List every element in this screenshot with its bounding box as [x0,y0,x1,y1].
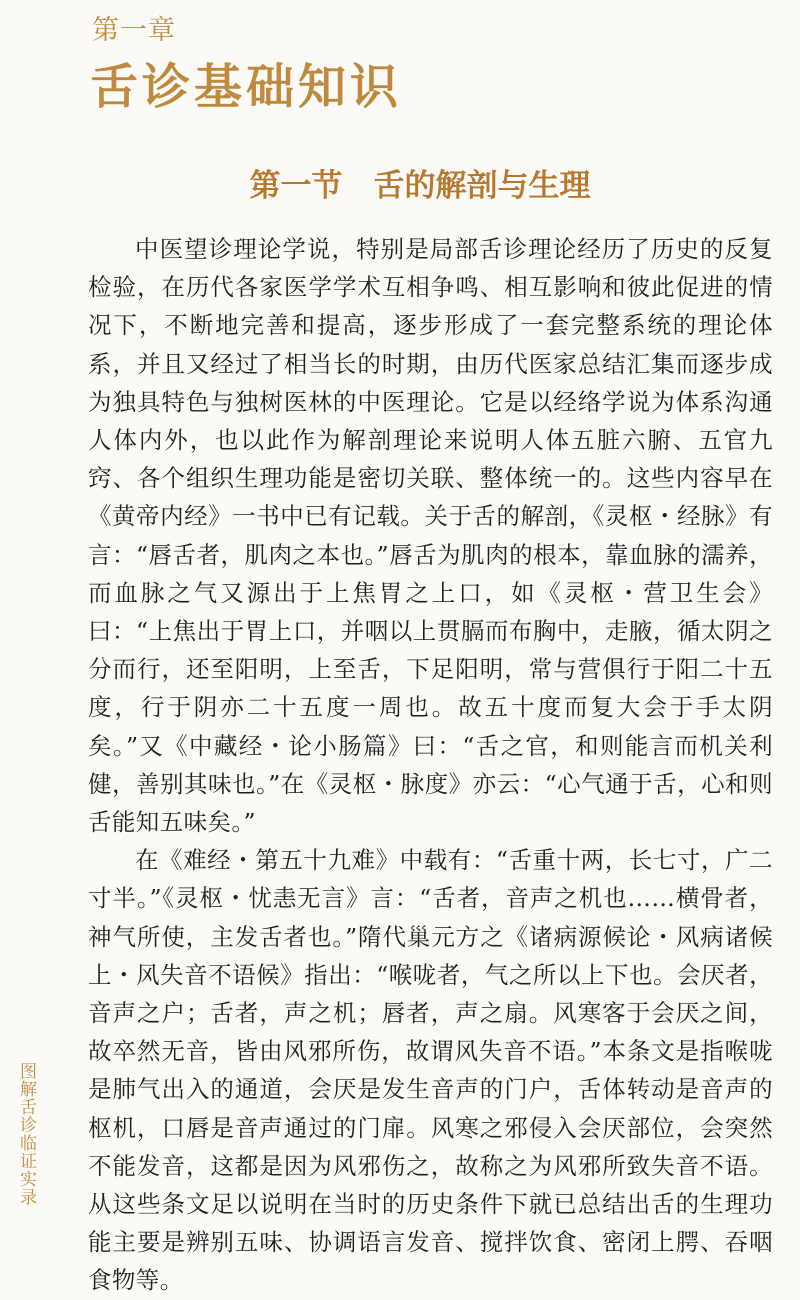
paragraph: 中医望诊理论学说，特别是局部舌诊理论经历了历史的反复检验，在历代各家医学学术互相争鸣、相互影响和彼此促进的情况下，不断地完善和提高，逐步形成了一套完整系统的理论体系，并且又经过了相当长的时期，由历代医家总结汇集而逐步成为独具特色与独树医林的中医理论。它是以经络学说为体系沟通人体内外，也以此作为解剖理论来说明人体五脏六腑、五官九窍、各个组织生理功能是密切关联、整体统一的。这些内容早在《黄帝内经》一书中已有记载。关于舌的解剖，《灵枢・经脉》有言：“唇舌者，肌肉之本也。”唇舌为肌肉的根本，靠血脉的濡养，而血脉之气又源出于上焦胃之上口，如《灵枢・营卫生会》曰：“上焦出于胃上口，并咽以上贯膈而布胸中，走腋，循太阴之分而行，还至阳明，上至舌，下足阳明，常与营俱行于阳二十五度，行于阴亦二十五度一周也。故五十度而复大会于手太阴矣。”又《中藏经・论小肠篇》曰：“舌之官，和则能言而机关利健，善别其味也。”在《灵枢・脉度》亦云：“心气通于舌，心和则舌能知五味矣。” [88,235,773,837]
chapter-label: 第一章 [92,15,176,46]
paragraph: 在《难经・第五十九难》中载有：“舌重十两，长七寸，广二寸半。”《灵枢・忧恚无言》言：“舌者，音声之机也……横骨者，神气所使，主发舌者也。”隋代巢元方之《诸病源候论・风病诸候上・风失音不语候》指出：“喉咙者，气之所以上下也。会厌者，音声之户；舌者，声之机；唇者，声之扇。风寒客于会厌之间，故卒然无音，皆由风邪所伤，故谓风失音不语。”本条文是指喉咙是肺气出入的通道，会厌是发生音声的门户，舌体转动是音声的枢机，口唇是音声通过的门扉。风寒之邪侵入会厌部位，会突然不能发音，这都是因为风邪伤之，故称之为风邪所致失音不语。从这些条文足以说明在当时的历史条件下就已总结出舌的生理功能主要是辨别五味、协调语言发音、搅拌饮食、密闭上腭、吞咽食物等。 [88,846,773,1295]
side-book-title: 图解舌诊临证实录 [16,1062,36,1206]
body-text [88,230,773,1300]
chapter-title: 舌诊基础知识 [90,59,403,115]
section-title: 第一节 舌的解剖与生理 [249,168,591,204]
